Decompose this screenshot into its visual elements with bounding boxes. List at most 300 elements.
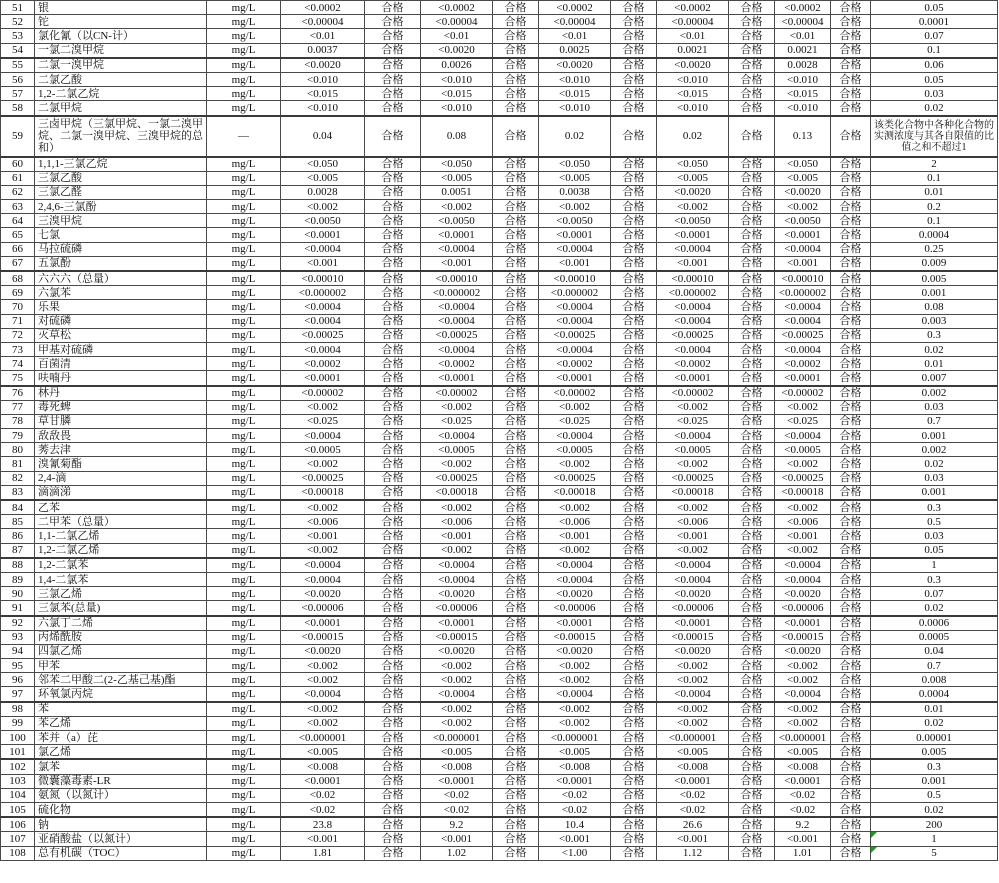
result-value-cell[interactable]: <0.00025 [281,328,365,342]
pass-status-cell[interactable]: 合格 [493,630,539,644]
result-value-cell[interactable]: 1.01 [775,846,831,860]
pass-status-cell[interactable]: 合格 [365,328,421,342]
pass-status-cell[interactable]: 合格 [831,286,871,300]
unit-cell[interactable]: mg/L [207,185,281,199]
pass-status-cell[interactable]: 合格 [365,659,421,673]
parameter-name-cell[interactable]: 微囊藻毒素-LR [35,774,207,788]
result-value-cell[interactable]: <0.0004 [775,429,831,443]
pass-status-cell[interactable]: 合格 [493,87,539,101]
pass-status-cell[interactable]: 合格 [611,157,657,172]
parameter-name-cell[interactable]: 甲基对硫磷 [35,342,207,356]
result-value-cell[interactable]: <0.008 [539,759,611,774]
limit-value-cell[interactable]: 0.002 [871,386,998,401]
unit-cell[interactable]: mg/L [207,644,281,658]
pass-status-cell[interactable]: 合格 [493,572,539,586]
pass-status-cell[interactable]: 合格 [831,788,871,802]
result-value-cell[interactable]: <0.0020 [775,644,831,658]
pass-status-cell[interactable]: 合格 [493,659,539,673]
pass-status-cell[interactable]: 合格 [729,43,775,58]
pass-status-cell[interactable]: 合格 [493,386,539,401]
unit-cell[interactable]: mg/L [207,72,281,86]
result-value-cell[interactable]: <0.005 [657,171,729,185]
unit-cell[interactable]: mg/L [207,386,281,401]
result-value-cell[interactable]: 10.4 [539,817,611,832]
unit-cell[interactable]: mg/L [207,846,281,860]
result-value-cell[interactable]: <0.008 [657,759,729,774]
pass-status-cell[interactable]: 合格 [365,15,421,29]
pass-status-cell[interactable]: 合格 [831,802,871,817]
pass-status-cell[interactable]: 合格 [611,357,657,371]
result-value-cell[interactable]: <0.000002 [281,286,365,300]
unit-cell[interactable]: mg/L [207,601,281,616]
pass-status-cell[interactable]: 合格 [831,587,871,601]
pass-status-cell[interactable]: 合格 [611,1,657,15]
parameter-name-cell[interactable]: 六氯丁二烯 [35,616,207,631]
pass-status-cell[interactable]: 合格 [611,87,657,101]
result-value-cell[interactable]: <0.0004 [775,572,831,586]
pass-status-cell[interactable]: 合格 [611,500,657,515]
parameter-name-cell[interactable]: 百菌清 [35,357,207,371]
pass-status-cell[interactable]: 合格 [493,601,539,616]
pass-status-cell[interactable]: 合格 [611,774,657,788]
parameter-name-cell[interactable]: 1,2-二氯乙烷 [35,87,207,101]
pass-status-cell[interactable]: 合格 [831,29,871,43]
pass-status-cell[interactable]: 合格 [611,832,657,846]
pass-status-cell[interactable]: 合格 [365,716,421,730]
result-value-cell[interactable]: <0.00006 [775,601,831,616]
result-value-cell[interactable]: <0.0001 [281,616,365,631]
pass-status-cell[interactable]: 合格 [729,314,775,328]
result-value-cell[interactable]: <0.0001 [539,228,611,242]
pass-status-cell[interactable]: 合格 [365,630,421,644]
pass-status-cell[interactable]: 合格 [831,832,871,846]
pass-status-cell[interactable]: 合格 [729,185,775,199]
result-value-cell[interactable]: <0.00004 [539,15,611,29]
pass-status-cell[interactable]: 合格 [365,616,421,631]
pass-status-cell[interactable]: 合格 [729,601,775,616]
pass-status-cell[interactable]: 合格 [729,587,775,601]
unit-cell[interactable]: mg/L [207,457,281,471]
pass-status-cell[interactable]: 合格 [729,457,775,471]
pass-status-cell[interactable]: 合格 [493,832,539,846]
parameter-name-cell[interactable]: 三溴甲烷 [35,214,207,228]
result-value-cell[interactable]: <0.005 [281,745,365,760]
result-value-cell[interactable]: <0.0002 [421,357,493,371]
pass-status-cell[interactable]: 合格 [611,386,657,401]
pass-status-cell[interactable]: 合格 [611,72,657,86]
unit-cell[interactable]: mg/L [207,716,281,730]
result-value-cell[interactable]: <0.0020 [657,58,729,73]
result-value-cell[interactable]: <0.005 [657,745,729,760]
pass-status-cell[interactable]: 合格 [493,644,539,658]
result-value-cell[interactable]: <0.008 [281,759,365,774]
result-value-cell[interactable]: <0.006 [281,515,365,529]
result-value-cell[interactable]: <0.0004 [539,342,611,356]
limit-value-cell[interactable]: 0.001 [871,286,998,300]
pass-status-cell[interactable]: 合格 [611,846,657,860]
result-value-cell[interactable]: <0.00025 [421,328,493,342]
pass-status-cell[interactable]: 合格 [831,716,871,730]
pass-status-cell[interactable]: 合格 [831,457,871,471]
pass-status-cell[interactable]: 合格 [611,788,657,802]
pass-status-cell[interactable]: 合格 [365,485,421,500]
result-value-cell[interactable]: <0.002 [775,457,831,471]
row-number-cell[interactable]: 89 [1,572,35,586]
pass-status-cell[interactable]: 合格 [729,500,775,515]
parameter-name-cell[interactable]: 滴滴涕 [35,485,207,500]
result-value-cell[interactable]: <0.0001 [657,616,729,631]
result-value-cell[interactable]: <0.02 [421,788,493,802]
pass-status-cell[interactable]: 合格 [831,171,871,185]
pass-status-cell[interactable]: 合格 [831,157,871,172]
row-number-cell[interactable]: 87 [1,543,35,558]
unit-cell[interactable]: mg/L [207,101,281,116]
parameter-name-cell[interactable]: 二甲苯（总量） [35,515,207,529]
result-value-cell[interactable]: <0.001 [657,256,729,271]
pass-status-cell[interactable]: 合格 [611,802,657,817]
pass-status-cell[interactable]: 合格 [729,802,775,817]
result-value-cell[interactable]: <0.002 [657,200,729,214]
result-value-cell[interactable]: <0.050 [657,157,729,172]
pass-status-cell[interactable]: 合格 [365,400,421,414]
pass-status-cell[interactable]: 合格 [493,429,539,443]
result-value-cell[interactable]: <0.00002 [657,386,729,401]
row-number-cell[interactable]: 58 [1,101,35,116]
result-value-cell[interactable]: <0.0001 [281,371,365,386]
unit-cell[interactable]: mg/L [207,200,281,214]
result-value-cell[interactable]: <0.02 [775,802,831,817]
pass-status-cell[interactable]: 合格 [611,731,657,745]
parameter-name-cell[interactable]: 敌敌畏 [35,429,207,443]
pass-status-cell[interactable]: 合格 [611,371,657,386]
result-value-cell[interactable]: <0.002 [421,659,493,673]
row-number-cell[interactable]: 99 [1,716,35,730]
unit-cell[interactable]: mg/L [207,587,281,601]
pass-status-cell[interactable]: 合格 [493,745,539,760]
pass-status-cell[interactable]: 合格 [365,529,421,543]
pass-status-cell[interactable]: 合格 [729,157,775,172]
result-value-cell[interactable]: <0.015 [421,87,493,101]
unit-cell[interactable]: mg/L [207,371,281,386]
result-value-cell[interactable]: <0.002 [281,400,365,414]
result-value-cell[interactable]: 1.02 [421,846,493,860]
limit-value-cell[interactable]: 0.2 [871,200,998,214]
result-value-cell[interactable]: 0.0037 [281,43,365,58]
unit-cell[interactable]: mg/L [207,314,281,328]
result-value-cell[interactable]: <0.00015 [421,630,493,644]
pass-status-cell[interactable]: 合格 [365,587,421,601]
unit-cell[interactable]: — [207,116,281,157]
unit-cell[interactable]: mg/L [207,15,281,29]
unit-cell[interactable]: mg/L [207,774,281,788]
parameter-name-cell[interactable]: 乙苯 [35,500,207,515]
result-value-cell[interactable]: <0.0002 [775,357,831,371]
pass-status-cell[interactable]: 合格 [365,185,421,199]
limit-value-cell[interactable]: 0.5 [871,788,998,802]
result-value-cell[interactable]: <0.00018 [539,485,611,500]
row-number-cell[interactable]: 75 [1,371,35,386]
result-value-cell[interactable]: 23.8 [281,817,365,832]
pass-status-cell[interactable]: 合格 [611,228,657,242]
pass-status-cell[interactable]: 合格 [831,43,871,58]
unit-cell[interactable]: mg/L [207,429,281,443]
pass-status-cell[interactable]: 合格 [611,558,657,573]
result-value-cell[interactable]: <0.002 [421,500,493,515]
result-value-cell[interactable]: <0.015 [281,87,365,101]
pass-status-cell[interactable]: 合格 [729,371,775,386]
pass-status-cell[interactable]: 合格 [729,15,775,29]
result-value-cell[interactable]: <0.025 [281,414,365,428]
pass-status-cell[interactable]: 合格 [729,256,775,271]
unit-cell[interactable]: mg/L [207,616,281,631]
pass-status-cell[interactable]: 合格 [729,630,775,644]
result-value-cell[interactable]: <0.010 [539,72,611,86]
result-value-cell[interactable]: <0.0050 [775,214,831,228]
result-value-cell[interactable]: <0.010 [539,101,611,116]
pass-status-cell[interactable]: 合格 [729,759,775,774]
parameter-name-cell[interactable]: 1,2-二氯乙烯 [35,543,207,558]
row-number-cell[interactable]: 85 [1,515,35,529]
limit-value-cell[interactable]: 0.03 [871,87,998,101]
pass-status-cell[interactable]: 合格 [611,328,657,342]
pass-status-cell[interactable]: 合格 [729,200,775,214]
result-value-cell[interactable]: <0.010 [657,101,729,116]
row-number-cell[interactable]: 67 [1,256,35,271]
parameter-name-cell[interactable]: 三氯乙烯 [35,587,207,601]
limit-value-cell[interactable]: 0.06 [871,58,998,73]
result-value-cell[interactable]: 0.08 [421,116,493,157]
limit-value-cell[interactable]: 0.001 [871,485,998,500]
pass-status-cell[interactable]: 合格 [611,116,657,157]
result-value-cell[interactable]: <0.0004 [539,687,611,702]
pass-status-cell[interactable]: 合格 [831,817,871,832]
pass-status-cell[interactable]: 合格 [365,788,421,802]
row-number-cell[interactable]: 95 [1,659,35,673]
limit-value-cell[interactable]: 0.009 [871,256,998,271]
pass-status-cell[interactable]: 合格 [611,529,657,543]
row-number-cell[interactable]: 72 [1,328,35,342]
limit-value-cell[interactable]: 0.3 [871,759,998,774]
result-value-cell[interactable]: <0.002 [539,200,611,214]
pass-status-cell[interactable]: 合格 [493,457,539,471]
row-number-cell[interactable]: 56 [1,72,35,86]
pass-status-cell[interactable]: 合格 [729,386,775,401]
result-value-cell[interactable]: <0.002 [657,500,729,515]
pass-status-cell[interactable]: 合格 [831,185,871,199]
result-value-cell[interactable]: <0.0004 [281,242,365,256]
result-value-cell[interactable]: <0.0004 [775,300,831,314]
limit-value-cell[interactable]: 0.1 [871,43,998,58]
parameter-name-cell[interactable]: 苯 [35,702,207,717]
pass-status-cell[interactable]: 合格 [493,529,539,543]
row-number-cell[interactable]: 86 [1,529,35,543]
pass-status-cell[interactable]: 合格 [493,759,539,774]
parameter-name-cell[interactable]: 莠去津 [35,443,207,457]
pass-status-cell[interactable]: 合格 [611,286,657,300]
result-value-cell[interactable]: <0.002 [281,673,365,687]
unit-cell[interactable]: mg/L [207,29,281,43]
result-value-cell[interactable]: <0.0004 [775,558,831,573]
pass-status-cell[interactable]: 合格 [493,286,539,300]
result-value-cell[interactable]: <0.02 [421,802,493,817]
result-value-cell[interactable]: <0.001 [775,256,831,271]
pass-status-cell[interactable]: 合格 [493,1,539,15]
result-value-cell[interactable]: 0.0028 [281,185,365,199]
pass-status-cell[interactable]: 合格 [365,500,421,515]
result-value-cell[interactable]: <0.002 [539,543,611,558]
pass-status-cell[interactable]: 合格 [831,429,871,443]
pass-status-cell[interactable]: 合格 [365,471,421,485]
row-number-cell[interactable]: 57 [1,87,35,101]
parameter-name-cell[interactable]: 溴氰菊酯 [35,457,207,471]
limit-value-cell[interactable]: 0.07 [871,587,998,601]
result-value-cell[interactable]: <0.002 [281,457,365,471]
result-value-cell[interactable]: <0.001 [281,832,365,846]
result-value-cell[interactable]: <0.00006 [657,601,729,616]
result-value-cell[interactable]: <0.010 [281,101,365,116]
pass-status-cell[interactable]: 合格 [729,558,775,573]
row-number-cell[interactable]: 74 [1,357,35,371]
parameter-name-cell[interactable]: 毒死蜱 [35,400,207,414]
pass-status-cell[interactable]: 合格 [831,256,871,271]
pass-status-cell[interactable]: 合格 [611,300,657,314]
pass-status-cell[interactable]: 合格 [611,745,657,760]
parameter-name-cell[interactable]: 三卤甲烷（三氯甲烷、一氯二溴甲烷、二氯一溴甲烷、三溴甲烷的总和） [35,116,207,157]
pass-status-cell[interactable]: 合格 [729,673,775,687]
pass-status-cell[interactable]: 合格 [611,443,657,457]
result-value-cell[interactable]: 0.0025 [539,43,611,58]
result-value-cell[interactable]: <0.0004 [421,572,493,586]
result-value-cell[interactable]: <0.001 [421,529,493,543]
result-value-cell[interactable]: <0.0001 [657,228,729,242]
result-value-cell[interactable]: <0.008 [421,759,493,774]
pass-status-cell[interactable]: 合格 [729,72,775,86]
parameter-name-cell[interactable]: 对硫磷 [35,314,207,328]
unit-cell[interactable]: mg/L [207,702,281,717]
result-value-cell[interactable]: <0.00018 [281,485,365,500]
pass-status-cell[interactable]: 合格 [729,242,775,256]
result-value-cell[interactable]: <0.00015 [539,630,611,644]
result-value-cell[interactable]: <0.01 [421,29,493,43]
result-value-cell[interactable]: 1.81 [281,846,365,860]
parameter-name-cell[interactable]: 氯苯 [35,759,207,774]
result-value-cell[interactable]: <0.015 [539,87,611,101]
pass-status-cell[interactable]: 合格 [729,515,775,529]
pass-status-cell[interactable]: 合格 [729,616,775,631]
result-value-cell[interactable]: 0.0026 [421,58,493,73]
pass-status-cell[interactable]: 合格 [611,256,657,271]
result-value-cell[interactable]: <0.010 [421,101,493,116]
pass-status-cell[interactable]: 合格 [831,414,871,428]
result-value-cell[interactable]: <0.0004 [281,572,365,586]
pass-status-cell[interactable]: 合格 [611,759,657,774]
limit-value-cell[interactable]: 0.04 [871,644,998,658]
pass-status-cell[interactable]: 合格 [493,72,539,86]
result-value-cell[interactable]: 0.02 [657,116,729,157]
pass-status-cell[interactable]: 合格 [831,200,871,214]
limit-value-cell[interactable]: 0.03 [871,529,998,543]
pass-status-cell[interactable]: 合格 [365,1,421,15]
pass-status-cell[interactable]: 合格 [493,58,539,73]
pass-status-cell[interactable]: 合格 [493,15,539,29]
result-value-cell[interactable]: <0.02 [775,788,831,802]
pass-status-cell[interactable]: 合格 [493,228,539,242]
row-number-cell[interactable]: 92 [1,616,35,631]
result-value-cell[interactable]: <0.005 [775,745,831,760]
pass-status-cell[interactable]: 合格 [493,515,539,529]
pass-status-cell[interactable]: 合格 [729,214,775,228]
unit-cell[interactable]: mg/L [207,802,281,817]
limit-value-cell[interactable]: 0.05 [871,543,998,558]
result-value-cell[interactable]: <0.002 [657,543,729,558]
result-value-cell[interactable]: <0.0002 [281,357,365,371]
result-value-cell[interactable]: <0.00025 [775,471,831,485]
pass-status-cell[interactable]: 合格 [365,802,421,817]
parameter-name-cell[interactable]: 2,4,6-三氯酚 [35,200,207,214]
result-value-cell[interactable]: <0.0020 [421,644,493,658]
limit-value-cell[interactable]: 0.001 [871,429,998,443]
row-number-cell[interactable]: 66 [1,242,35,256]
pass-status-cell[interactable]: 合格 [729,286,775,300]
parameter-name-cell[interactable]: 灭草松 [35,328,207,342]
result-value-cell[interactable]: <0.0020 [421,587,493,601]
row-number-cell[interactable]: 84 [1,500,35,515]
pass-status-cell[interactable]: 合格 [493,846,539,860]
pass-status-cell[interactable]: 合格 [365,157,421,172]
row-number-cell[interactable]: 62 [1,185,35,199]
result-value-cell[interactable]: <0.02 [657,788,729,802]
pass-status-cell[interactable]: 合格 [729,414,775,428]
unit-cell[interactable]: mg/L [207,342,281,356]
pass-status-cell[interactable]: 合格 [493,157,539,172]
limit-value-cell[interactable]: 0.01 [871,185,998,199]
result-value-cell[interactable]: <0.00004 [775,15,831,29]
pass-status-cell[interactable]: 合格 [831,328,871,342]
row-number-cell[interactable]: 94 [1,644,35,658]
unit-cell[interactable]: mg/L [207,832,281,846]
result-value-cell[interactable]: <0.002 [657,400,729,414]
parameter-name-cell[interactable]: 二氯乙酸 [35,72,207,86]
limit-value-cell[interactable]: 0.7 [871,414,998,428]
parameter-name-cell[interactable]: 2,4-滴 [35,471,207,485]
pass-status-cell[interactable]: 合格 [365,300,421,314]
result-value-cell[interactable]: <0.0020 [539,58,611,73]
row-number-cell[interactable]: 64 [1,214,35,228]
result-value-cell[interactable]: 0.0021 [657,43,729,58]
result-value-cell[interactable]: <0.000001 [657,731,729,745]
parameter-name-cell[interactable]: 氨氮（以氮计） [35,788,207,802]
parameter-name-cell[interactable]: 四氯乙烯 [35,644,207,658]
result-value-cell[interactable]: <0.002 [281,200,365,214]
result-value-cell[interactable]: <0.002 [421,457,493,471]
result-value-cell[interactable]: <0.050 [775,157,831,172]
unit-cell[interactable]: mg/L [207,788,281,802]
pass-status-cell[interactable]: 合格 [365,702,421,717]
result-value-cell[interactable]: <0.0005 [657,443,729,457]
pass-status-cell[interactable]: 合格 [365,457,421,471]
result-value-cell[interactable]: <0.000001 [539,731,611,745]
result-value-cell[interactable]: <0.002 [775,673,831,687]
pass-status-cell[interactable]: 合格 [611,659,657,673]
result-value-cell[interactable]: <0.025 [539,414,611,428]
pass-status-cell[interactable]: 合格 [831,659,871,673]
result-value-cell[interactable]: <0.005 [539,745,611,760]
pass-status-cell[interactable]: 合格 [611,616,657,631]
pass-status-cell[interactable]: 合格 [365,543,421,558]
pass-status-cell[interactable]: 合格 [611,630,657,644]
unit-cell[interactable]: mg/L [207,400,281,414]
row-number-cell[interactable]: 107 [1,832,35,846]
